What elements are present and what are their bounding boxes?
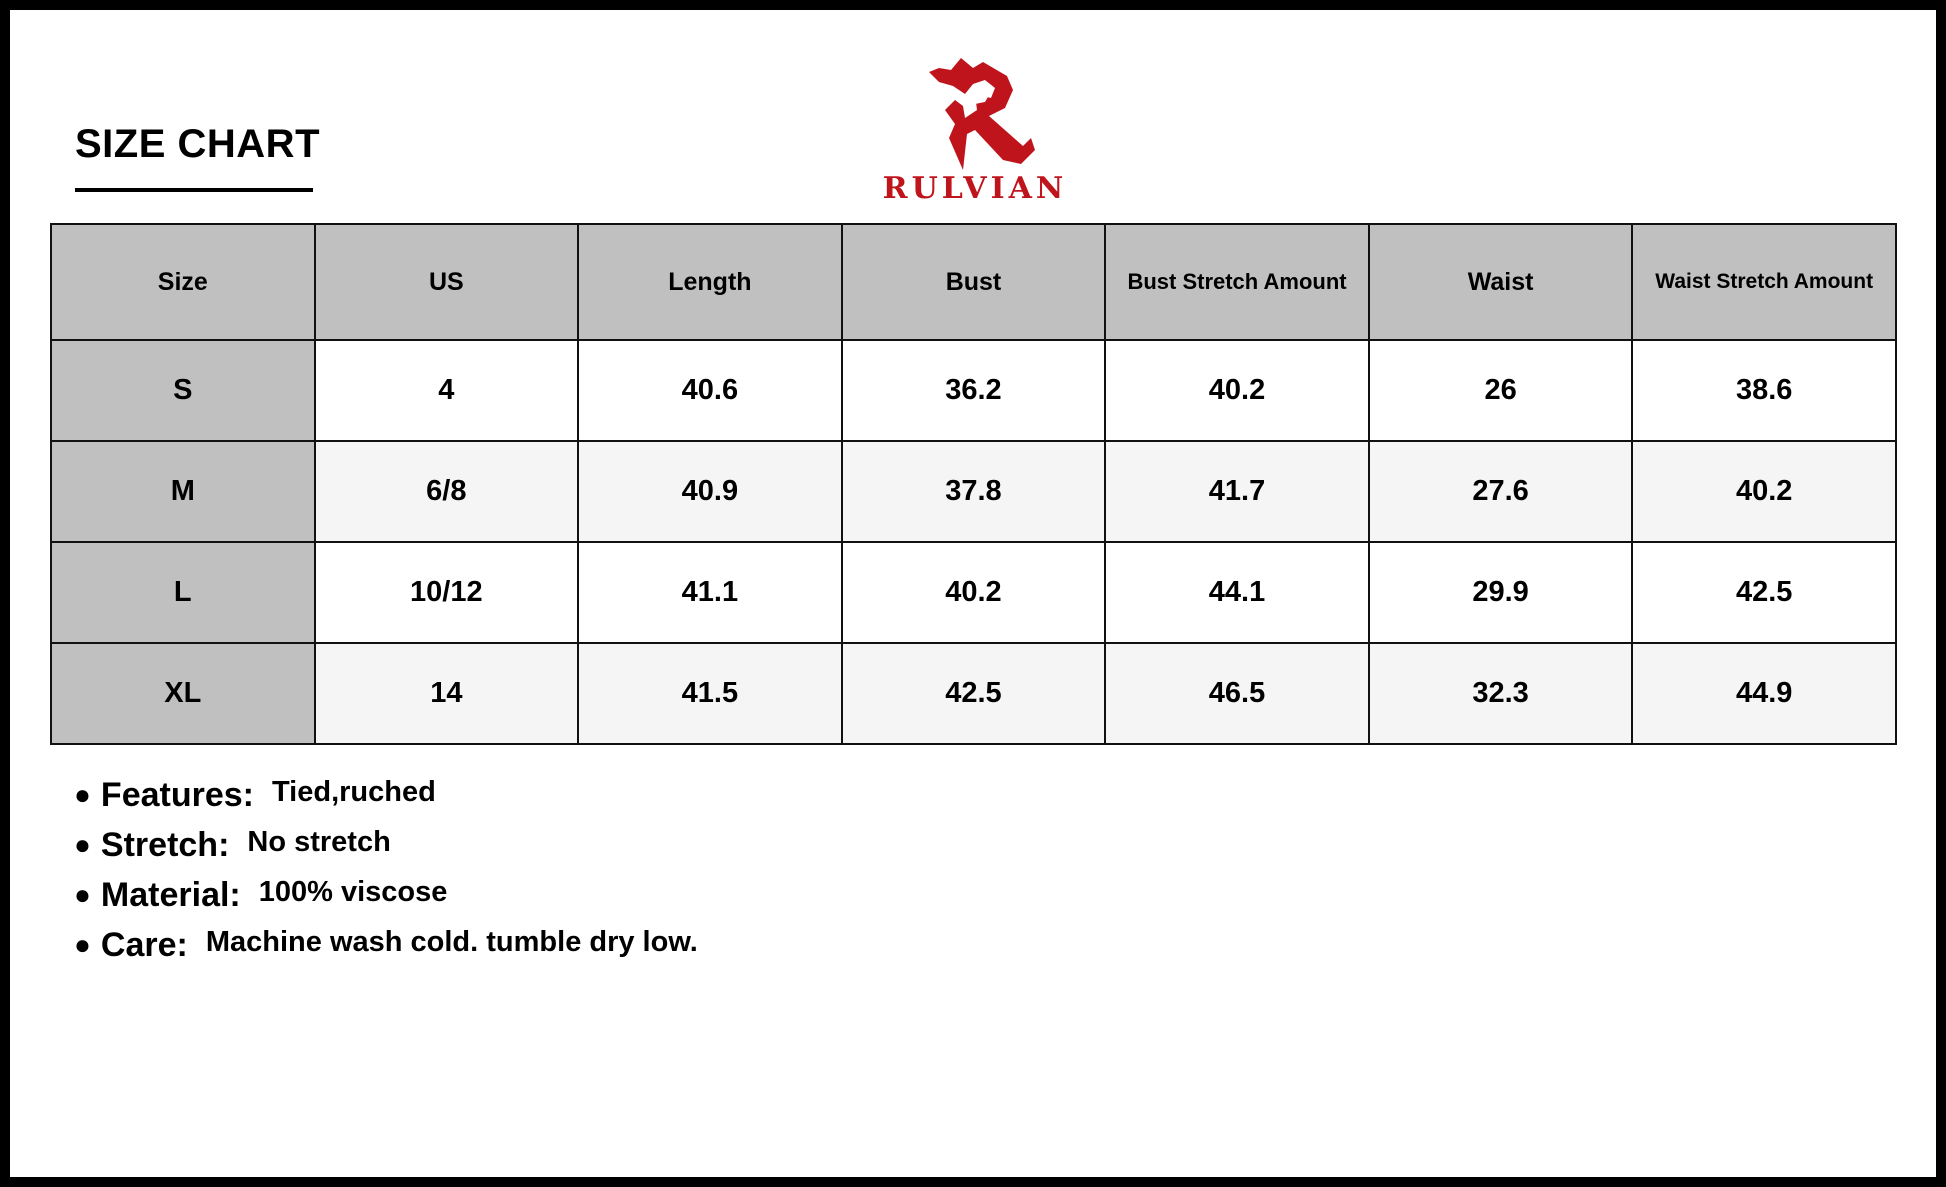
brand-logo-icon [925,54,1035,172]
table-cell: 41.1 [578,542,842,643]
size-cell: S [51,340,315,441]
size-cell: L [51,542,315,643]
table-cell: 44.1 [1105,542,1369,643]
spec-value: 100% viscose [258,875,448,908]
table-cell: 40.2 [842,542,1106,643]
bullet-icon: ● [74,879,91,910]
spec-label: Features: [100,775,254,814]
table-cell: 10/12 [315,542,579,643]
table-row [51,441,1896,542]
brand-name: RULVIAN [882,171,1068,206]
table-cell: 46.5 [1105,643,1369,744]
table-cell: 14 [315,643,579,744]
bullet-icon: ● [74,929,91,960]
table-cell: 26 [1369,340,1633,441]
spec-label: Care: [100,925,188,964]
spec-value: Machine wash cold. tumble dry low. [205,925,698,958]
spec-value: No stretch [247,825,391,858]
column-header-size: Size [51,224,315,340]
bullet-icon: ● [74,779,91,810]
table-cell: 40.2 [1632,441,1896,542]
table-cell: 27.6 [1369,441,1633,542]
table-cell: 32.3 [1369,643,1633,744]
spec-label: Material: [100,875,241,914]
brand-logo [870,50,1080,210]
column-header-waist-stretch: Waist Stretch Amount [1632,224,1896,340]
size-table [50,223,1897,745]
product-specs [74,770,698,970]
bullet-icon: ● [74,829,91,860]
table-cell: 40.2 [1105,340,1369,441]
title-underline [75,188,313,192]
table-cell: 42.5 [1632,542,1896,643]
table-cell: 29.9 [1369,542,1633,643]
table-cell: 41.5 [578,643,842,744]
column-header-us: US [315,224,579,340]
spec-value: Tied,ruched [271,775,436,808]
spec-material [74,870,698,920]
spec-stretch [74,820,698,870]
table-row [51,340,1896,441]
table-cell: 40.9 [578,441,842,542]
table-cell: 42.5 [842,643,1106,744]
spec-care [74,920,698,970]
table-cell: 37.8 [842,441,1106,542]
column-header-bust: Bust [842,224,1106,340]
table-cell: 38.6 [1632,340,1896,441]
spec-features [74,770,698,820]
column-header-waist: Waist [1369,224,1633,340]
table-cell: 4 [315,340,579,441]
page-title: SIZE CHART [75,122,320,166]
column-header-bust-stretch: Bust Stretch Amount [1105,224,1369,340]
table-cell: 36.2 [842,340,1106,441]
table-cell: 41.7 [1105,441,1369,542]
table-cell: 44.9 [1632,643,1896,744]
size-cell: XL [51,643,315,744]
size-cell: M [51,441,315,542]
table-row [51,542,1896,643]
table-header-row [51,224,1896,340]
table-cell: 40.6 [578,340,842,441]
table-row [51,643,1896,744]
spec-label: Stretch: [100,825,230,864]
table-cell: 6/8 [315,441,579,542]
column-header-length: Length [578,224,842,340]
